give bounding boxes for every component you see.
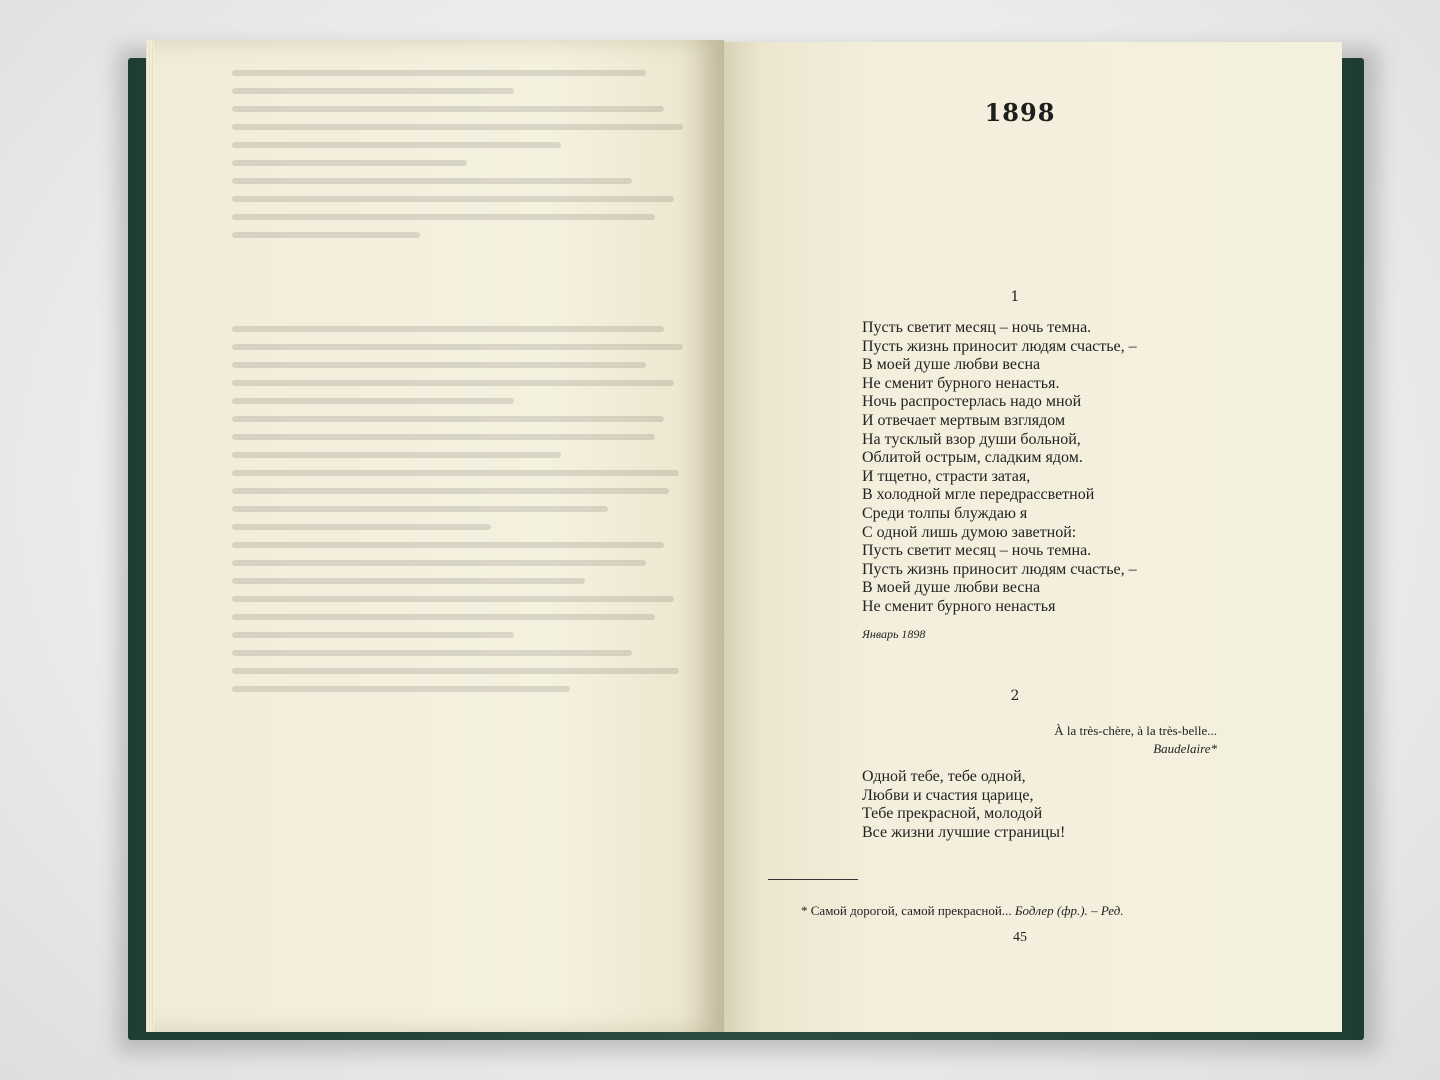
poem-line: В холодной мгле передрассветной <box>862 486 1095 504</box>
poem-line: Пусть жизнь приносит людям счастье, – <box>862 337 1137 355</box>
poem-line: Все жизни лучшие страницы! <box>862 823 1066 841</box>
page-edges <box>146 40 154 1032</box>
footnote-rule <box>768 879 858 880</box>
year-heading: 1898 <box>984 98 1056 127</box>
poem-line: В моей душе любви весна <box>862 579 1041 597</box>
poem-line: Тебе прекрасной, молодой <box>862 805 1043 823</box>
poem-line: Ночь распростерлась надо мной <box>862 393 1082 411</box>
poem-line: Облитой острым, сладким ядом. <box>862 449 1083 467</box>
poem-line: Не сменит бурного ненастья <box>862 597 1056 615</box>
poem-line: Пусть светит месяц – ночь темна. <box>862 319 1092 336</box>
poem-2-text <box>862 768 1065 842</box>
epigraph-author: Baudelaire* <box>1153 741 1217 756</box>
footnote <box>801 903 1124 919</box>
poem-line: Одной тебе, тебе одной, <box>862 768 1026 785</box>
footnote-marker: * <box>801 903 808 918</box>
poem-line: Среди толпы блуждаю я <box>862 504 1028 522</box>
epigraph-text: À la très-chère, à la très-belle... <box>1054 723 1217 738</box>
page-number: 45 <box>1013 930 1027 945</box>
poem-line: Не сменит бурного ненастья. <box>862 374 1060 392</box>
poem-line: В моей душе любви весна <box>862 356 1041 374</box>
poem-line: На тусклый взор души больной, <box>862 430 1081 448</box>
poem-1-number: 1 <box>1010 289 1020 305</box>
poem-line: Любви и счастия царице, <box>862 786 1034 804</box>
poem-line: Пусть светит месяц – ночь темна. <box>862 542 1092 560</box>
poem-2-epigraph <box>1054 722 1217 758</box>
poem-line: И отвечает мертвым взглядом <box>862 411 1066 429</box>
footnote-source: Бодлер (фр.). <box>1014 903 1088 918</box>
poem-1-date: Январь 1898 <box>862 627 926 641</box>
poem-1-text <box>862 319 1137 617</box>
poem-line: Пусть жизнь приносит людям счастье, – <box>862 560 1137 578</box>
left-page-bleed-through <box>232 70 702 830</box>
footnote-text: Самой дорогой, самой прекрасной... <box>810 903 1012 918</box>
poem-2-number: 2 <box>1010 688 1020 704</box>
poem-line: И тщетно, страсти затая, <box>862 467 1031 485</box>
footnote-suffix: – Ред. <box>1091 903 1124 918</box>
poem-line: С одной лишь думою заветной: <box>862 523 1077 541</box>
